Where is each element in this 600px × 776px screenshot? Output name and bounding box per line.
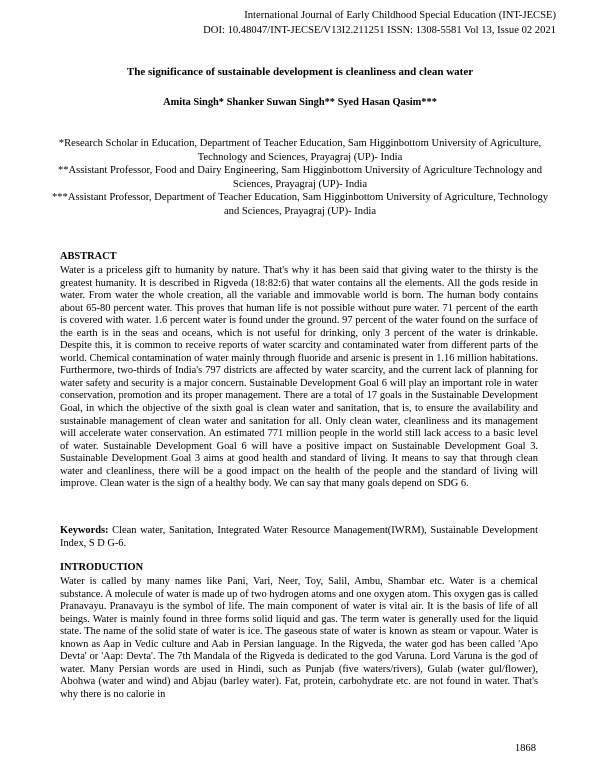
doi-line: DOI: 10.48047/INT-JECSE/V13I2.211251 ISSN: 1308-5581 Vol 13, Issue 02 2021 bbox=[203, 25, 556, 36]
paper-title: The significance of sustainable development is cleanliness and clean water bbox=[126, 66, 474, 78]
affiliation-1: *Research Scholar in Education, Department of Teacher Education, Sam Higginbottom University of Agriculture, Technology and Sciences, Prayagraj (UP)- India bbox=[58, 138, 542, 163]
journal-header bbox=[203, 8, 556, 38]
keywords bbox=[60, 525, 538, 550]
affiliations bbox=[50, 137, 550, 218]
author-list: Amita Singh* Shanker Suwan Singh** Syed Hasan Qasim*** bbox=[163, 97, 437, 108]
introduction-heading: INTRODUCTION bbox=[60, 562, 144, 573]
affiliation-2: **Assistant Professor, Food and Dairy Engineering, Sam Higginbottom University of Agriculture Technology and Sciences, Prayagraj (UP)- India bbox=[57, 165, 543, 190]
introduction-text: Water is called by many names like Pani, Vari, Neer, Toy, Salil, Ambu, Shambar etc. Water is a chemical substance. A molecule of water is made up of two hydrogen atoms and one oxygen atom. This oxygen gas is called Pranavayu. Pranavayu is the symbol of life. The main component of water is vital air. It is the basis of life of all beings. Water is mainly found in three forms solid liquid and gas. The term water is generally used for the liquid state. The name of the solid state of water is ice. The gaseous state of water is known as steam or vapour. Water is known as Aap in Vedic culture and Aab in Persian language. In the Rigveda, the water god has been called 'Apo Devta' or 'Aap: Devta'. The 7th Mandala of the Rigveda is dedicated to the god Varuna. Lord Varuna is the god of water. Many Persian words are used in Hindi, such as Punjab (five waters/rivers), Gulab (water gul/flower), Abohwa (water and wind) and Abjau (barley water). Fat, protein, carbohydrate etc. are not found in water. That's why there is no calorie in bbox=[60, 576, 538, 700]
page-number: 1868 bbox=[514, 743, 536, 754]
journal-name: International Journal of Early Childhood Special Education (INT-JECSE) bbox=[244, 10, 556, 21]
keywords-text: Clean water, Sanitation, Integrated Water Resource Management(IWRM), Sustainable Development Index, S D G-6. bbox=[60, 525, 538, 549]
abstract-text: Water is a priceless gift to humanity by nature. That's why it has been said that giving water to the thirsty is the greatest humanity. It is described in Rigveda (18:82:6) that water contains all the elements. All the gods reside in water. From water the whole creation, all the variable and immovable world is born. The human body contains about 65-80 percent water. This proves that human life is not possible without pure water. 71 percent of the earth is covered with water. 1.6 percent water is found under the ground. 97 percent of the water found on the surface of the earth is in the seas and oceans, which is not useful for drinking, only 3 percent of the water is drinkable. Despite this, it is common to receive reports of water scarcity and contaminated water from different parts of the world. Chemical contamination of water mainly through fluoride and arsenic is present in 1.16 million habitations. Furthermore, two-thirds of India's 797 districts are affected by water scarcity, and the current lack of planning for water safety and security is a major concern. Sustainable Development Goal 6 will play an important role in water conservation, promotion and its proper management. There are a total of 17 goals in the Sustainable Development Goal, in which the objective of the sixth goal is clean water and sanitation, that is, to ensure the availability and sustainable management of clean water and sanitation for all. Only clean water, cleanliness and its management will accelerate water conservation. An estimated 771 million people in the world still lack access to a basic level of water. Sustainable Development Goal 6 will have a positive impact on Sustainable Development Goal 3. Sustainable Development Goal 3 aims at good health and standard of living. It means to say that through clean water and cleanliness, there will be a good impact on the health of the people and the standard of living will improve. Clean water is the sign of a healthy body. We can say that many goals depend on SDG 6. bbox=[60, 265, 538, 490]
keywords-label: Keywords: bbox=[60, 525, 109, 536]
abstract-heading: ABSTRACT bbox=[60, 251, 117, 262]
affiliation-3: ***Assistant Professor, Department of Teacher Education, Sam Higginbottom University of Agriculture, Technology and Sciences, Prayagraj (UP)- India bbox=[51, 192, 549, 217]
